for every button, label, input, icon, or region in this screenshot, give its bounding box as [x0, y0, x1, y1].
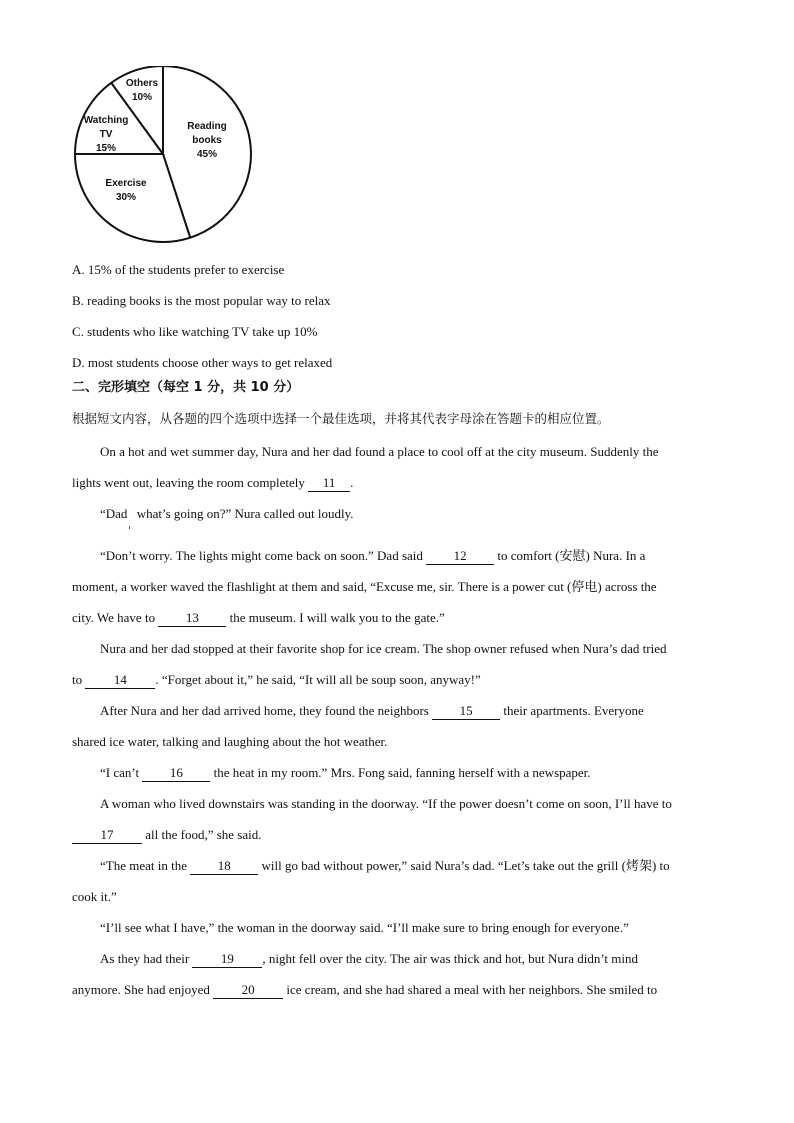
paragraph-line [72, 498, 722, 529]
pie-slice-label: Watching TV 15% [83, 115, 129, 154]
passage-text: all the food,” she said. [142, 827, 262, 842]
passage-text: moment, a worker waved the flashlight at them and said, “Excuse me, sir. There is a power cut (停电) across the [72, 579, 657, 594]
blank-19: 19 [192, 951, 262, 968]
paragraph-line [72, 943, 722, 974]
section-instructions: 根据短文内容，从各题的四个选项中选择一个最佳选项，并将其代表字母涂在答题卡的相应位置。 [72, 411, 610, 426]
passage-text: the museum. I will walk you to the gate.” [226, 610, 445, 625]
pie-chart [70, 66, 256, 246]
option-a: A. 15% of the students prefer to exercise [72, 262, 285, 277]
blank-14: 14 [85, 672, 155, 689]
passage-text: lights went out, leaving the room completely [72, 475, 309, 490]
answer-options [72, 254, 332, 378]
pie-slice-label: Others 10% [125, 78, 159, 103]
passage-text: will go bad without power,” said Nura’s dad. “Let’s take out the grill (烤架) to [258, 858, 670, 873]
passage-text: the heat in my room.” Mrs. Fong said, fanning herself with a newspaper. [210, 765, 591, 780]
blank-18: 18 [190, 858, 258, 875]
passage-text: their apartments. Everyone [500, 703, 644, 718]
paragraph-line [72, 850, 722, 881]
paragraph-line [72, 788, 722, 819]
paragraph-line [72, 571, 722, 602]
paragraph-line [72, 726, 722, 757]
passage-text: ice cream, and she had shared a meal with her neighbors. She smiled to [283, 982, 658, 997]
passage-text: what’s going on?” Nura called out loudly. [133, 506, 354, 521]
paragraph-line [72, 695, 722, 726]
paragraph-line [72, 664, 722, 695]
passage-text: anymore. She had enjoyed [72, 982, 214, 997]
paragraph-line [72, 540, 722, 571]
passage-text: On a hot and wet summer day, Nura and her dad found a place to cool off at the city museum. Suddenly the [100, 444, 659, 459]
passage-text: to comfort (安慰) Nura. In a [494, 548, 646, 563]
blank-13: 13 [158, 610, 226, 627]
passage-text: A woman who lived downstairs was standing in the doorway. “If the power doesn’t come on soon, I’ll have to [100, 796, 672, 811]
option-d: D. most students choose other ways to get relaxed [72, 355, 333, 370]
passage-text: “I can’t [100, 765, 143, 780]
passage-text: Nura and her dad stopped at their favorite shop for ice cream. The shop owner refused when Nura’s dad tried [100, 641, 667, 656]
blank-17: 17 [72, 827, 142, 844]
passage-text: , night fell over the city. The air was thick and hot, but Nura didn’t mind [262, 951, 639, 966]
pie-slice-label: Reading books 45% [187, 121, 227, 160]
passage-text: cook it.” [72, 889, 117, 904]
blank-11: 11 [308, 475, 350, 492]
passage-text: to [72, 672, 86, 687]
passage-text: . [350, 475, 354, 490]
paragraph-line [72, 881, 722, 912]
passage-text: “The meat in the [100, 858, 191, 873]
passage-text: shared ice water, talking and laughing about the hot weather. [72, 734, 388, 749]
paragraph-line [72, 467, 722, 498]
paragraph-line [72, 602, 722, 633]
passage-text: . “Forget about it,” he said, “It will all be soup soon, anyway!” [155, 672, 481, 687]
blank-20: 20 [213, 982, 283, 999]
passage-text: “Dad [100, 506, 128, 521]
spacer [72, 529, 722, 540]
passage-text: After Nura and her dad arrived home, they found the neighbors [100, 703, 433, 718]
paragraph-line [72, 912, 722, 943]
paragraph-line [72, 436, 722, 467]
passage-text: As they had their [100, 951, 193, 966]
section-heading: 二、完形填空（每空 1 分，共 10 分） [72, 380, 300, 395]
blank-16: 16 [142, 765, 210, 782]
passage-text: “Don’t worry. The lights might come back on soon.” Dad said [100, 548, 427, 563]
option-b: B. reading books is the most popular way to relax [72, 293, 331, 308]
cloze-passage [72, 436, 722, 1005]
paragraph-line [72, 974, 722, 1005]
passage-text: city. We have to [72, 610, 159, 625]
paragraph-line [72, 819, 722, 850]
pie-chart-svg [70, 66, 256, 246]
passage-text: “I’ll see what I have,” the woman in the doorway said. “I’ll make sure to bring enough for everyone.” [100, 920, 629, 935]
option-c: C. students who like watching TV take up 10% [72, 324, 318, 339]
pie-slice-label: Exercise 30% [105, 178, 147, 203]
paragraph-line [72, 757, 722, 788]
blank-12: 12 [426, 548, 494, 565]
paragraph-line [72, 633, 722, 664]
blank-15: 15 [432, 703, 500, 720]
